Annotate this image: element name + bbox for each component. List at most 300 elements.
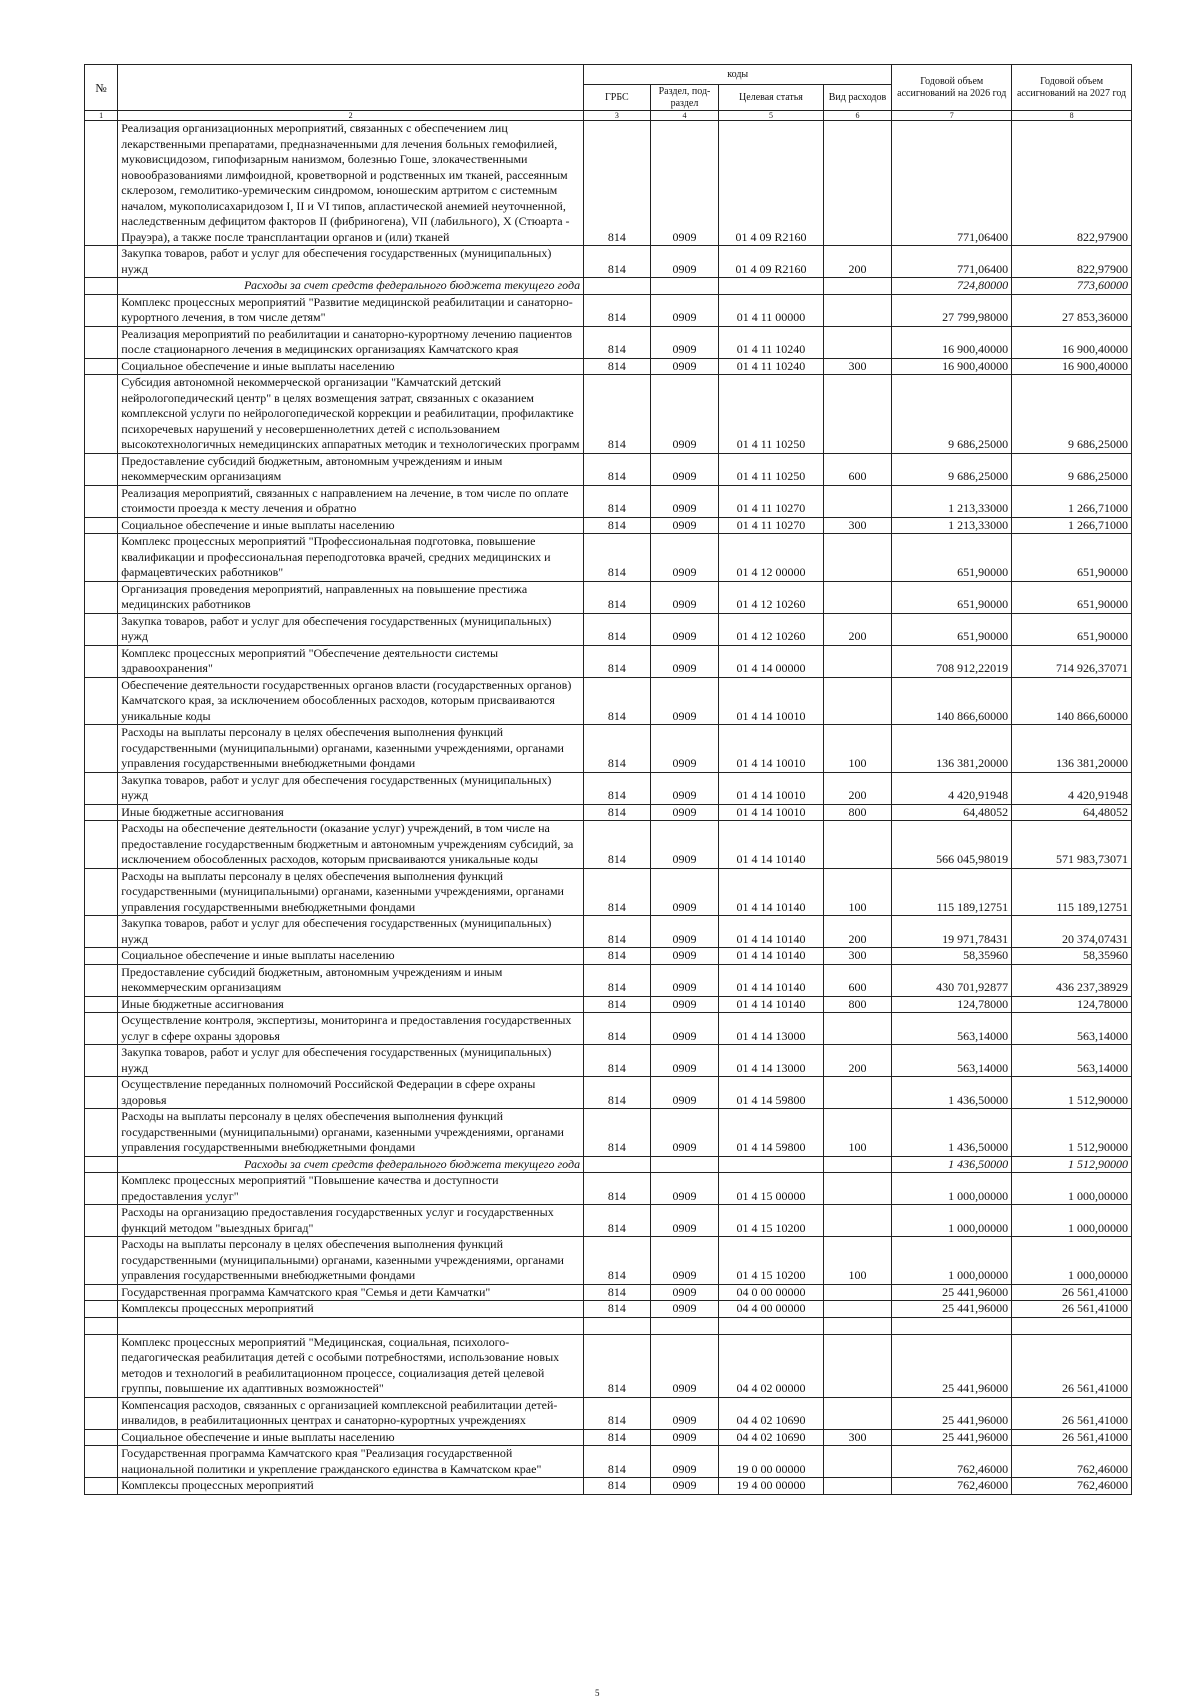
target-cell: 01 4 14 10010 <box>719 772 823 804</box>
table-row <box>85 677 1132 725</box>
table-row <box>85 1205 1132 1237</box>
vol-2027-cell: 1 266,71000 <box>1012 517 1132 534</box>
no-cell <box>85 1301 118 1318</box>
target-cell: 01 4 14 13000 <box>719 1013 823 1045</box>
no-cell <box>85 358 118 375</box>
vol-2027-cell: 773,60000 <box>1012 278 1132 295</box>
table-row <box>85 1301 1132 1318</box>
section-cell: 0909 <box>650 1205 719 1237</box>
no-cell <box>85 534 118 582</box>
name-cell: Государственная программа Камчатского края "Реализация государственной национальной политики и укрепление гражданского единства в Камчатском крае" <box>118 1446 584 1478</box>
vol-2027-cell: 1 266,71000 <box>1012 485 1132 517</box>
vol-2027-cell: 16 900,40000 <box>1012 326 1132 358</box>
name-cell: Обеспечение деятельности государственных органов власти (государственных органов) Камчатского края, за исключением обособленных расходов, которым присваиваются уникальные коды <box>118 677 584 725</box>
grbs-cell: 814 <box>584 772 651 804</box>
grbs-cell: 814 <box>584 1237 651 1285</box>
target-cell: 01 4 14 00000 <box>719 645 823 677</box>
vol-2027-cell: 822,97900 <box>1012 121 1132 246</box>
name-cell: Социальное обеспечение и иные выплаты населению <box>118 358 584 375</box>
name-cell: Закупка товаров, работ и услуг для обеспечения государственных (муниципальных) нужд <box>118 1045 584 1077</box>
no-cell <box>85 1429 118 1446</box>
target-cell: 01 4 11 10250 <box>719 453 823 485</box>
section-cell: 0909 <box>650 294 719 326</box>
exp-type-cell <box>823 821 892 869</box>
target-cell: 01 4 14 10140 <box>719 964 823 996</box>
name-cell: Расходы на выплаты персоналу в целях обеспечения выполнения функций государственными (муниципальными) органами, казенными учреждениями, органами управления государственными внебюджетными фондами <box>118 868 584 916</box>
vol-2027-cell: 26 561,41000 <box>1012 1397 1132 1429</box>
vol-2027-cell: 136 381,20000 <box>1012 725 1132 773</box>
section-cell: 0909 <box>650 868 719 916</box>
grbs-cell: 814 <box>584 1334 651 1397</box>
target-cell: 01 4 14 10010 <box>719 725 823 773</box>
table-row <box>85 278 1132 295</box>
no-cell <box>85 278 118 295</box>
grbs-cell: 814 <box>584 1077 651 1109</box>
vol-2026-cell: 27 799,98000 <box>892 294 1012 326</box>
vol-2027-cell: 26 561,41000 <box>1012 1301 1132 1318</box>
exp-type-cell <box>823 1156 892 1173</box>
exp-type-cell: 100 <box>823 1109 892 1157</box>
exp-type-cell: 800 <box>823 804 892 821</box>
table-row <box>85 916 1132 948</box>
vol-2027-cell: 20 374,07431 <box>1012 916 1132 948</box>
no-cell <box>85 1045 118 1077</box>
vol-2026-cell: 25 441,96000 <box>892 1429 1012 1446</box>
exp-type-cell: 800 <box>823 996 892 1013</box>
vol-2027-cell: 26 561,41000 <box>1012 1284 1132 1301</box>
target-cell: 04 4 02 10690 <box>719 1397 823 1429</box>
grbs-cell: 814 <box>584 1205 651 1237</box>
grbs-cell: 814 <box>584 804 651 821</box>
target-cell: 04 4 02 00000 <box>719 1334 823 1397</box>
table-body <box>85 121 1132 1495</box>
table-row <box>85 1109 1132 1157</box>
target-cell <box>719 1317 823 1334</box>
vol-2027-cell: 1 512,90000 <box>1012 1156 1132 1173</box>
exp-type-cell: 100 <box>823 725 892 773</box>
no-cell <box>85 1334 118 1397</box>
vol-2027-cell: 651,90000 <box>1012 534 1132 582</box>
table-row <box>85 948 1132 965</box>
no-cell <box>85 1156 118 1173</box>
target-cell: 01 4 14 10010 <box>719 804 823 821</box>
exp-type-cell <box>823 677 892 725</box>
vol-2026-cell: 64,48052 <box>892 804 1012 821</box>
grbs-cell: 814 <box>584 485 651 517</box>
vol-2026-cell: 651,90000 <box>892 534 1012 582</box>
table-row <box>85 1478 1132 1495</box>
target-cell: 04 0 00 00000 <box>719 1284 823 1301</box>
target-cell: 01 4 15 10200 <box>719 1237 823 1285</box>
grbs-cell: 814 <box>584 534 651 582</box>
target-cell <box>719 1156 823 1173</box>
vol-2026-cell: 1 436,50000 <box>892 1077 1012 1109</box>
vol-2026-cell: 9 686,25000 <box>892 375 1012 454</box>
vol-2027-cell: 563,14000 <box>1012 1013 1132 1045</box>
target-cell: 01 4 14 10140 <box>719 948 823 965</box>
vol-2027-cell: 1 512,90000 <box>1012 1109 1132 1157</box>
exp-type-cell <box>823 1301 892 1318</box>
page-number: 5 <box>595 1688 600 1698</box>
section-cell: 0909 <box>650 677 719 725</box>
target-cell: 04 4 00 00000 <box>719 1301 823 1318</box>
no-cell <box>85 996 118 1013</box>
header-target: Целевая статья <box>719 85 823 111</box>
grbs-cell: 814 <box>584 1045 651 1077</box>
target-cell: 01 4 15 00000 <box>719 1173 823 1205</box>
table-row <box>85 996 1132 1013</box>
column-numbers-row <box>85 111 1132 121</box>
no-cell <box>85 1077 118 1109</box>
table-row <box>85 1334 1132 1397</box>
section-cell: 0909 <box>650 772 719 804</box>
vol-2026-cell <box>892 1317 1012 1334</box>
table-row <box>85 613 1132 645</box>
target-cell: 01 4 11 10270 <box>719 485 823 517</box>
vol-2027-cell: 1 512,90000 <box>1012 1077 1132 1109</box>
name-cell: Реализация организационных мероприятий, связанных с обеспечением лиц лекарственными препаратами, предназначенными для лечения больных гемофилией, муковисцидозом, гипофизарным нанизмом, болезнью Гоше, злокачественными новообразованиями лимфоидной, кроветворной и родственных им тканей, рассеянным склерозом, гемолитико-уремическим синдромом, юношеским артритом с системным началом, мукополисахаридозом I, II и VI типов, апластической анемией неуточненной, наследственным дефицитом факторов II (фибриногена), VII (лабильного), X (Стюарта - Прауэра), а также после трансплантации органов и (или) тканей <box>118 121 584 246</box>
exp-type-cell <box>823 326 892 358</box>
section-cell <box>650 1317 719 1334</box>
exp-type-cell <box>823 278 892 295</box>
no-cell <box>85 453 118 485</box>
col-number: 4 <box>650 111 719 121</box>
grbs-cell: 814 <box>584 326 651 358</box>
header-section: Раздел, под- раздел <box>650 85 719 111</box>
target-cell <box>719 278 823 295</box>
exp-type-cell <box>823 1317 892 1334</box>
col-number: 8 <box>1012 111 1132 121</box>
name-cell: Социальное обеспечение и иные выплаты населению <box>118 517 584 534</box>
vol-2026-cell: 1 000,00000 <box>892 1173 1012 1205</box>
table-row <box>85 772 1132 804</box>
target-cell: 01 4 11 10240 <box>719 326 823 358</box>
grbs-cell: 814 <box>584 1429 651 1446</box>
name-cell: Комплекс процессных мероприятий "Повышение качества и доступности предоставления услуг" <box>118 1173 584 1205</box>
grbs-cell: 814 <box>584 517 651 534</box>
no-cell <box>85 1446 118 1478</box>
table-row <box>85 1237 1132 1285</box>
exp-type-cell: 200 <box>823 613 892 645</box>
exp-type-cell <box>823 1173 892 1205</box>
no-cell <box>85 294 118 326</box>
vol-2026-cell: 124,78000 <box>892 996 1012 1013</box>
vol-2026-cell: 563,14000 <box>892 1045 1012 1077</box>
name-cell: Расходы на организацию предоставления государственных услуг и государственных функций методом "выездных бригад" <box>118 1205 584 1237</box>
name-cell: Социальное обеспечение и иные выплаты населению <box>118 1429 584 1446</box>
vol-2027-cell: 26 561,41000 <box>1012 1429 1132 1446</box>
table-row <box>85 1045 1132 1077</box>
vol-2027-cell <box>1012 1317 1132 1334</box>
vol-2027-cell: 436 237,38929 <box>1012 964 1132 996</box>
grbs-cell: 814 <box>584 613 651 645</box>
no-cell <box>85 725 118 773</box>
vol-2026-cell: 1 000,00000 <box>892 1237 1012 1285</box>
exp-type-cell <box>823 1205 892 1237</box>
vol-2027-cell: 563,14000 <box>1012 1045 1132 1077</box>
exp-type-cell <box>823 1334 892 1397</box>
exp-type-cell <box>823 1284 892 1301</box>
target-cell: 04 4 02 10690 <box>719 1429 823 1446</box>
name-cell: Компенсация расходов, связанных с организацией комплексной реабилитации детей-инвалидов, в реабилитационных центрах и санаторно-курортных учреждениях <box>118 1397 584 1429</box>
grbs-cell: 814 <box>584 1397 651 1429</box>
exp-type-cell <box>823 1397 892 1429</box>
header-vol-2026: Годовой объем ассигнований на 2026 год <box>892 65 1012 111</box>
vol-2026-cell: 771,06400 <box>892 121 1012 246</box>
exp-type-cell <box>823 1446 892 1478</box>
table-row <box>85 121 1132 246</box>
section-cell: 0909 <box>650 517 719 534</box>
vol-2026-cell: 762,46000 <box>892 1478 1012 1495</box>
section-cell: 0909 <box>650 375 719 454</box>
vol-2026-cell: 25 441,96000 <box>892 1334 1012 1397</box>
table-row <box>85 645 1132 677</box>
name-cell: Субсидия автономной некоммерческой организации "Камчатский детский нейрологопедический центр" в целях возмещения затрат, связанных с оказанием комплексной услуги по нейрологопедической коррекции и реабилитации, профилактике психоречевых нарушений у несовершеннолетних детей с использованием высокотехнологичных немедицинских аппаратных методик и технологических программ <box>118 375 584 454</box>
vol-2026-cell: 19 971,78431 <box>892 916 1012 948</box>
target-cell: 01 4 12 10260 <box>719 581 823 613</box>
name-cell: Комплекс процессных мероприятий "Профессиональная подготовка, повышение квалификации и профессиональная переподготовка врачей, средних медицинских и фармацевтических работников" <box>118 534 584 582</box>
exp-type-cell: 300 <box>823 517 892 534</box>
vol-2027-cell: 9 686,25000 <box>1012 375 1132 454</box>
col-number: 3 <box>584 111 651 121</box>
vol-2027-cell: 651,90000 <box>1012 613 1132 645</box>
grbs-cell: 814 <box>584 1013 651 1045</box>
section-cell: 0909 <box>650 485 719 517</box>
vol-2027-cell: 1 000,00000 <box>1012 1205 1132 1237</box>
no-cell <box>85 375 118 454</box>
vol-2026-cell: 115 189,12751 <box>892 868 1012 916</box>
table-row <box>85 534 1132 582</box>
name-cell: Предоставление субсидий бюджетным, автономным учреждениям и иным некоммерческим организациям <box>118 453 584 485</box>
name-cell: Комплекс процессных мероприятий "Медицинская, социальная, психолого-педагогическая реабилитация детей с особыми потребностями, использование новых методов и технологий в реабилитационном процессе, социализация детей целевой группы, повышение их адаптивных возможностей" <box>118 1334 584 1397</box>
table-row <box>85 868 1132 916</box>
vol-2026-cell: 566 045,98019 <box>892 821 1012 869</box>
section-cell: 0909 <box>650 645 719 677</box>
section-cell: 0909 <box>650 453 719 485</box>
name-cell: Комплекс процессных мероприятий "Обеспечение деятельности системы здравоохранения" <box>118 645 584 677</box>
target-cell: 01 4 14 59800 <box>719 1109 823 1157</box>
section-cell: 0909 <box>650 1446 719 1478</box>
section-cell: 0909 <box>650 1173 719 1205</box>
grbs-cell: 814 <box>584 916 651 948</box>
no-cell <box>85 1205 118 1237</box>
section-cell: 0909 <box>650 246 719 278</box>
section-cell: 0909 <box>650 1077 719 1109</box>
grbs-cell <box>584 1156 651 1173</box>
section-cell: 0909 <box>650 1301 719 1318</box>
name-cell: Реализация мероприятий, связанных с направлением на лечение, в том числе по оплате стоимости проезда к месту лечения и обратно <box>118 485 584 517</box>
vol-2027-cell: 58,35960 <box>1012 948 1132 965</box>
grbs-cell: 814 <box>584 121 651 246</box>
vol-2026-cell: 16 900,40000 <box>892 326 1012 358</box>
vol-2026-cell: 1 213,33000 <box>892 485 1012 517</box>
no-cell <box>85 964 118 996</box>
name-cell: Закупка товаров, работ и услуг для обеспечения государственных (муниципальных) нужд <box>118 916 584 948</box>
no-cell <box>85 485 118 517</box>
table-row <box>85 358 1132 375</box>
table-row <box>85 821 1132 869</box>
target-cell: 01 4 11 10240 <box>719 358 823 375</box>
col-number: 7 <box>892 111 1012 121</box>
no-cell <box>85 1013 118 1045</box>
exp-type-cell <box>823 375 892 454</box>
name-cell: Расходы на выплаты персоналу в целях обеспечения выполнения функций государственными (муниципальными) органами, казенными учреждениями, органами управления государственными внебюджетными фондами <box>118 725 584 773</box>
name-cell: Расходы на выплаты персоналу в целях обеспечения выполнения функций государственными (муниципальными) органами, казенными учреждениями, органами управления государственными внебюджетными фондами <box>118 1109 584 1157</box>
section-cell: 0909 <box>650 916 719 948</box>
section-cell <box>650 1156 719 1173</box>
grbs-cell: 814 <box>584 645 651 677</box>
section-cell: 0909 <box>650 358 719 375</box>
target-cell: 01 4 14 13000 <box>719 1045 823 1077</box>
col-number: 5 <box>719 111 823 121</box>
section-cell: 0909 <box>650 1334 719 1397</box>
col-number: 6 <box>823 111 892 121</box>
vol-2026-cell: 708 912,22019 <box>892 645 1012 677</box>
grbs-cell <box>584 1317 651 1334</box>
exp-type-cell: 100 <box>823 1237 892 1285</box>
vol-2027-cell: 651,90000 <box>1012 581 1132 613</box>
exp-type-cell <box>823 534 892 582</box>
vol-2027-cell: 714 926,37071 <box>1012 645 1132 677</box>
section-cell: 0909 <box>650 121 719 246</box>
budget-table <box>84 64 1132 1495</box>
grbs-cell <box>584 278 651 295</box>
exp-type-cell <box>823 294 892 326</box>
name-cell: Закупка товаров, работ и услуг для обеспечения государственных (муниципальных) нужд <box>118 246 584 278</box>
grbs-cell: 814 <box>584 964 651 996</box>
name-cell: Осуществление переданных полномочий Российской Федерации в сфере охраны здоровья <box>118 1077 584 1109</box>
vol-2026-cell: 430 701,92877 <box>892 964 1012 996</box>
table-row <box>85 964 1132 996</box>
section-cell: 0909 <box>650 1397 719 1429</box>
table-row <box>85 1284 1132 1301</box>
name-cell: Реализация мероприятий по реабилитации и санаторно-курортному лечению пациентов после стационарного лечения в медицинских организациях Камчатского края <box>118 326 584 358</box>
table-header <box>85 65 1132 121</box>
table-row <box>85 1077 1132 1109</box>
table-row <box>85 375 1132 454</box>
section-cell: 0909 <box>650 581 719 613</box>
subtotal-label: Расходы за счет средств федерального бюджета текущего года <box>118 278 584 295</box>
exp-type-cell <box>823 485 892 517</box>
target-cell: 01 4 14 10140 <box>719 821 823 869</box>
target-cell: 01 4 14 10140 <box>719 868 823 916</box>
name-cell: Закупка товаров, работ и услуг для обеспечения государственных (муниципальных) нужд <box>118 613 584 645</box>
exp-type-cell: 200 <box>823 246 892 278</box>
vol-2026-cell: 1 436,50000 <box>892 1109 1012 1157</box>
target-cell: 01 4 14 10140 <box>719 916 823 948</box>
grbs-cell: 814 <box>584 1446 651 1478</box>
table-row <box>85 453 1132 485</box>
name-cell: Комплекс процессных мероприятий "Развитие медицинской реабилитации и санаторно-курортного лечения, в том числе детям" <box>118 294 584 326</box>
name-cell: Государственная программа Камчатского края "Семья и дети Камчатки" <box>118 1284 584 1301</box>
col-number: 1 <box>85 111 118 121</box>
no-cell <box>85 1173 118 1205</box>
section-cell: 0909 <box>650 1478 719 1495</box>
vol-2027-cell: 26 561,41000 <box>1012 1334 1132 1397</box>
exp-type-cell: 300 <box>823 1429 892 1446</box>
grbs-cell: 814 <box>584 677 651 725</box>
name-cell: Иные бюджетные ассигнования <box>118 804 584 821</box>
vol-2026-cell: 25 441,96000 <box>892 1284 1012 1301</box>
vol-2026-cell: 4 420,91948 <box>892 772 1012 804</box>
name-cell: Организация проведения мероприятий, направленных на повышение престижа медицинских работников <box>118 581 584 613</box>
exp-type-cell: 600 <box>823 964 892 996</box>
vol-2027-cell: 16 900,40000 <box>1012 358 1132 375</box>
name-cell: Иные бюджетные ассигнования <box>118 996 584 1013</box>
table-row <box>85 326 1132 358</box>
vol-2026-cell: 136 381,20000 <box>892 725 1012 773</box>
target-cell: 01 4 11 10270 <box>719 517 823 534</box>
vol-2026-cell: 651,90000 <box>892 581 1012 613</box>
exp-type-cell: 600 <box>823 453 892 485</box>
grbs-cell: 814 <box>584 948 651 965</box>
no-cell <box>85 868 118 916</box>
table-row <box>85 725 1132 773</box>
name-cell: Социальное обеспечение и иные выплаты населению <box>118 948 584 965</box>
exp-type-cell: 200 <box>823 772 892 804</box>
no-cell <box>85 1397 118 1429</box>
vol-2027-cell: 762,46000 <box>1012 1446 1132 1478</box>
section-cell: 0909 <box>650 1284 719 1301</box>
grbs-cell: 814 <box>584 1284 651 1301</box>
exp-type-cell: 200 <box>823 916 892 948</box>
vol-2027-cell: 1 000,00000 <box>1012 1237 1132 1285</box>
exp-type-cell <box>823 1478 892 1495</box>
target-cell: 01 4 12 00000 <box>719 534 823 582</box>
table-row <box>85 804 1132 821</box>
section-cell: 0909 <box>650 1013 719 1045</box>
table-row <box>85 485 1132 517</box>
target-cell: 01 4 14 10010 <box>719 677 823 725</box>
section-cell: 0909 <box>650 613 719 645</box>
vol-2026-cell: 58,35960 <box>892 948 1012 965</box>
no-cell <box>85 948 118 965</box>
header-exp-type: Вид расходов <box>823 85 892 111</box>
no-cell <box>85 1237 118 1285</box>
name-cell: Предоставление субсидий бюджетным, автономным учреждениям и иным некоммерческим организациям <box>118 964 584 996</box>
target-cell: 19 0 00 00000 <box>719 1446 823 1478</box>
vol-2026-cell: 1 436,50000 <box>892 1156 1012 1173</box>
section-cell: 0909 <box>650 996 719 1013</box>
grbs-cell: 814 <box>584 581 651 613</box>
header-name <box>118 65 584 111</box>
exp-type-cell: 300 <box>823 948 892 965</box>
exp-type-cell: 100 <box>823 868 892 916</box>
vol-2027-cell: 64,48052 <box>1012 804 1132 821</box>
grbs-cell: 814 <box>584 358 651 375</box>
section-cell: 0909 <box>650 326 719 358</box>
no-cell <box>85 326 118 358</box>
grbs-cell: 814 <box>584 1173 651 1205</box>
grbs-cell: 814 <box>584 294 651 326</box>
section-cell: 0909 <box>650 1109 719 1157</box>
table-row <box>85 1156 1132 1173</box>
no-cell <box>85 246 118 278</box>
grbs-cell: 814 <box>584 996 651 1013</box>
vol-2026-cell: 1 000,00000 <box>892 1205 1012 1237</box>
vol-2026-cell: 25 441,96000 <box>892 1397 1012 1429</box>
no-cell <box>85 772 118 804</box>
exp-type-cell <box>823 1013 892 1045</box>
table-row <box>85 1317 1132 1334</box>
no-cell <box>85 677 118 725</box>
section-cell: 0909 <box>650 1045 719 1077</box>
table-row <box>85 581 1132 613</box>
vol-2027-cell: 4 420,91948 <box>1012 772 1132 804</box>
vol-2027-cell: 9 686,25000 <box>1012 453 1132 485</box>
table-row <box>85 294 1132 326</box>
section-cell <box>650 278 719 295</box>
